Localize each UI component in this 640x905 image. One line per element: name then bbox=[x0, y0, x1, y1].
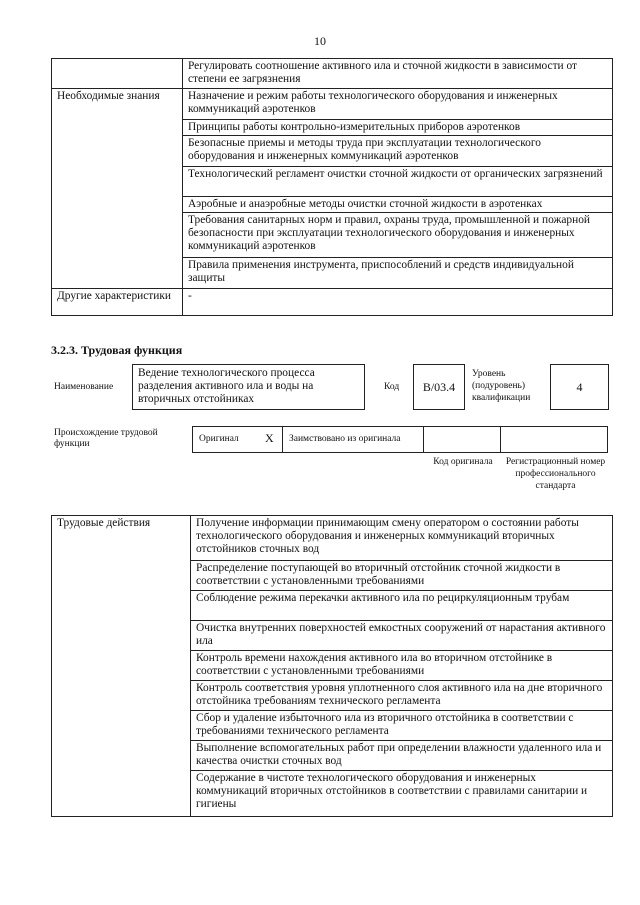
original-label: Оригинал bbox=[199, 434, 239, 444]
table-cell-item: Сбор и удаление избыточного ила из вторичного отстойника в соответствии с требованиями технического регламента bbox=[191, 711, 613, 741]
table-cell-item: Распределение поступающей во вторичный отстойник сточной жидкости в соответствии с установленными требованиями bbox=[191, 561, 613, 591]
table-cell-item: Аэробные и анаэробные методы очистки сточной жидкости в аэротенках bbox=[183, 197, 613, 213]
code-value: B/03.4 bbox=[422, 379, 456, 394]
name-label: Наименование bbox=[54, 382, 114, 392]
table-cell-item: Назначение и режим работы технологического оборудования и инженерных коммуникаций аэротенков bbox=[183, 89, 613, 120]
labor-actions-table bbox=[51, 515, 613, 817]
table-cell-item: Принципы работы контрольно-измерительных приборов аэротенков bbox=[183, 120, 613, 136]
code-label: Код bbox=[384, 382, 400, 392]
section-title: 3.2.3. Трудовая функция bbox=[51, 343, 183, 357]
table-cell-item: Технологический регламент очистки сточной жидкости от органических загрязнений bbox=[183, 167, 613, 197]
level-box bbox=[550, 364, 609, 410]
level-value: 4 bbox=[576, 379, 583, 394]
reg-caption: Регистрационный номер профессионального стандарта bbox=[505, 457, 606, 491]
label-other-characteristics: Другие характеристики bbox=[52, 289, 183, 316]
table-cell-item: Регулировать соотношение активного ила и сточной жидкости в зависимости от степени ее загрязнения bbox=[183, 59, 613, 89]
page-number: 10 bbox=[314, 34, 326, 48]
table-cell-item: Контроль времени нахождения активного ила во вторичном отстойнике в соответствии с установленными требованиями bbox=[191, 651, 613, 681]
divider bbox=[282, 426, 283, 453]
table-cell-item: Правила применения инструмента, приспособлений и средств индивидуальной защиты bbox=[183, 258, 613, 289]
knowledge-table bbox=[51, 58, 613, 316]
table-cell-label bbox=[52, 59, 183, 89]
table-cell-item: Требования санитарных норм и правил, охраны труда, промышленной и пожарной безопасности при эксплуатации технологического оборудования и инженерных коммуникаций аэротенков bbox=[183, 213, 613, 258]
label-necessary-knowledge: Необходимые знания bbox=[52, 89, 183, 289]
function-name: Ведение технологического процесса разделения активного ила и воды на вторичных отстойниках bbox=[138, 367, 315, 405]
table-cell-item: Содержание в чистоте технологического оборудования и инженерных коммуникаций вторичных отстойников в соответствии с правилами санитарии и гигиены bbox=[191, 771, 613, 817]
original-mark: X bbox=[265, 431, 274, 445]
table-cell-item: Контроль соответствия уровня уплотненного слоя активного ила на дне вторичного отстойника требованиям технического регламента bbox=[191, 681, 613, 711]
function-name-box bbox=[132, 364, 365, 410]
level-label: Уровень (подуровень) квалификации bbox=[472, 369, 531, 403]
origin-label: Происхождение трудовой функции bbox=[54, 428, 158, 449]
code-box bbox=[413, 364, 465, 410]
borrowed-label: Заимствовано из оригинала bbox=[289, 434, 401, 444]
table-cell-item: Соблюдение режима перекачки активного ила по рециркуляционным трубам bbox=[191, 591, 613, 621]
table-cell-item: Выполнение вспомогательных работ при определении влажности удаленного ила и качества очистки сточных вод bbox=[191, 741, 613, 771]
divider bbox=[500, 426, 501, 453]
table-cell-item: - bbox=[183, 289, 613, 316]
table-cell-item: Получение информации принимающим смену оператором о состоянии работы технологического оборудования и инженерных коммуникаций вторичных отстойников сточных вод bbox=[191, 516, 613, 561]
table-cell-item: Безопасные приемы и методы труда при эксплуатации технологического оборудования и инженерных коммуникаций аэротенков bbox=[183, 136, 613, 167]
label-labor-actions: Трудовые действия bbox=[52, 516, 191, 817]
divider bbox=[423, 426, 424, 453]
code-caption: Код оригинала bbox=[433, 457, 493, 467]
table-cell-item: Очистка внутренних поверхностей емкостных сооружений от нарастания активного ила bbox=[191, 621, 613, 651]
